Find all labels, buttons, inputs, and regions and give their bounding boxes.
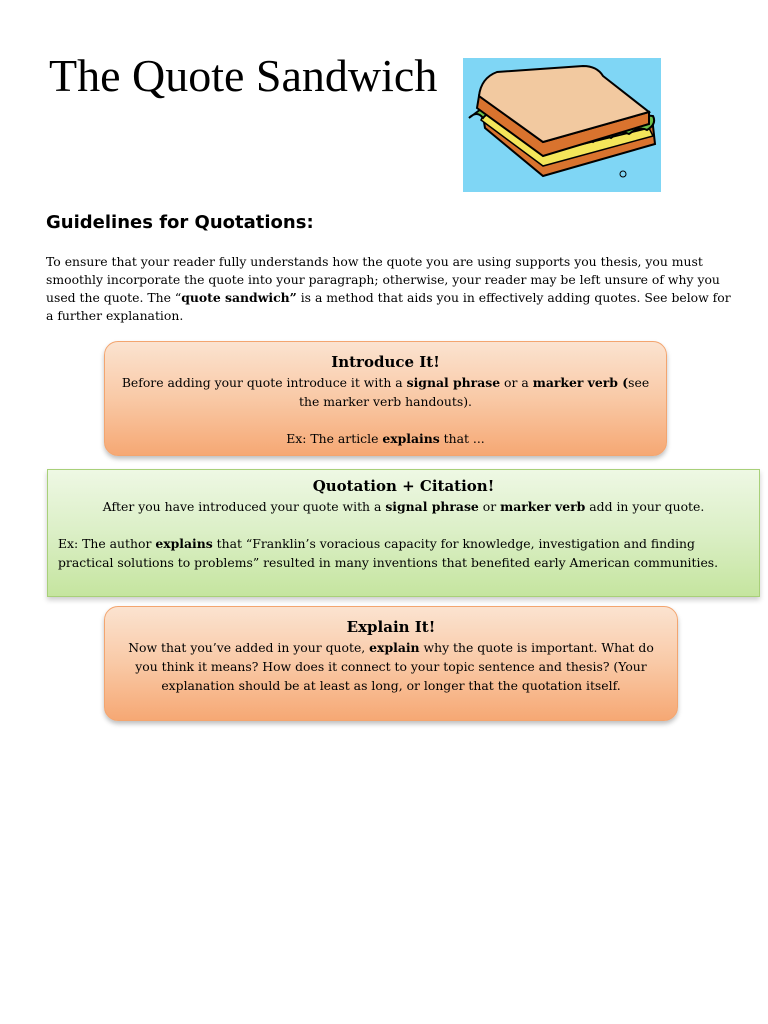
introduce-it-title: Introduce It! bbox=[331, 353, 440, 371]
introduce-it-text: Before adding your quote introduce it with a signal phrase or a marker verb (see the marker verb handouts). bbox=[121, 375, 650, 409]
quotation-citation-title: Quotation + Citation! bbox=[312, 477, 495, 495]
section-heading: Guidelines for Quotations: bbox=[46, 212, 314, 233]
introduce-it-example: Ex: The article explains that ... bbox=[286, 431, 485, 446]
page-title: The Quote Sandwich bbox=[49, 50, 438, 101]
explain-it-text: Now that you’ve added in your quote, explain why the quote is important. What do you think it means? How does it connect to your topic sentence and thesis? (Your explanation should be at least as long, or longer that the quotation itself. bbox=[128, 640, 654, 693]
explain-it-title: Explain It! bbox=[346, 618, 436, 636]
sandwich-icon bbox=[463, 58, 661, 192]
sandwich-image bbox=[463, 58, 661, 192]
explain-it-box bbox=[104, 606, 678, 721]
quotation-citation-example: Ex: The author explains that “Franklin’s voracious capacity for knowledge, investigation and finding practical solutions to problems” resulted in many inventions that benefited early American communities. bbox=[58, 536, 719, 570]
introduce-it-box bbox=[104, 341, 667, 456]
quotation-citation-box bbox=[47, 469, 760, 597]
quotation-citation-text: After you have introduced your quote with a signal phrase or marker verb add in your quote. bbox=[102, 499, 705, 514]
intro-paragraph: To ensure that your reader fully understands how the quote you are using supports you thesis, you must smoothly incorporate the quote into your paragraph; otherwise, your reader may be left unsure of why you used the quote. The “quote sandwich” is a method that aids you in effectively adding quotes. See below for a further explanation. bbox=[46, 254, 731, 323]
